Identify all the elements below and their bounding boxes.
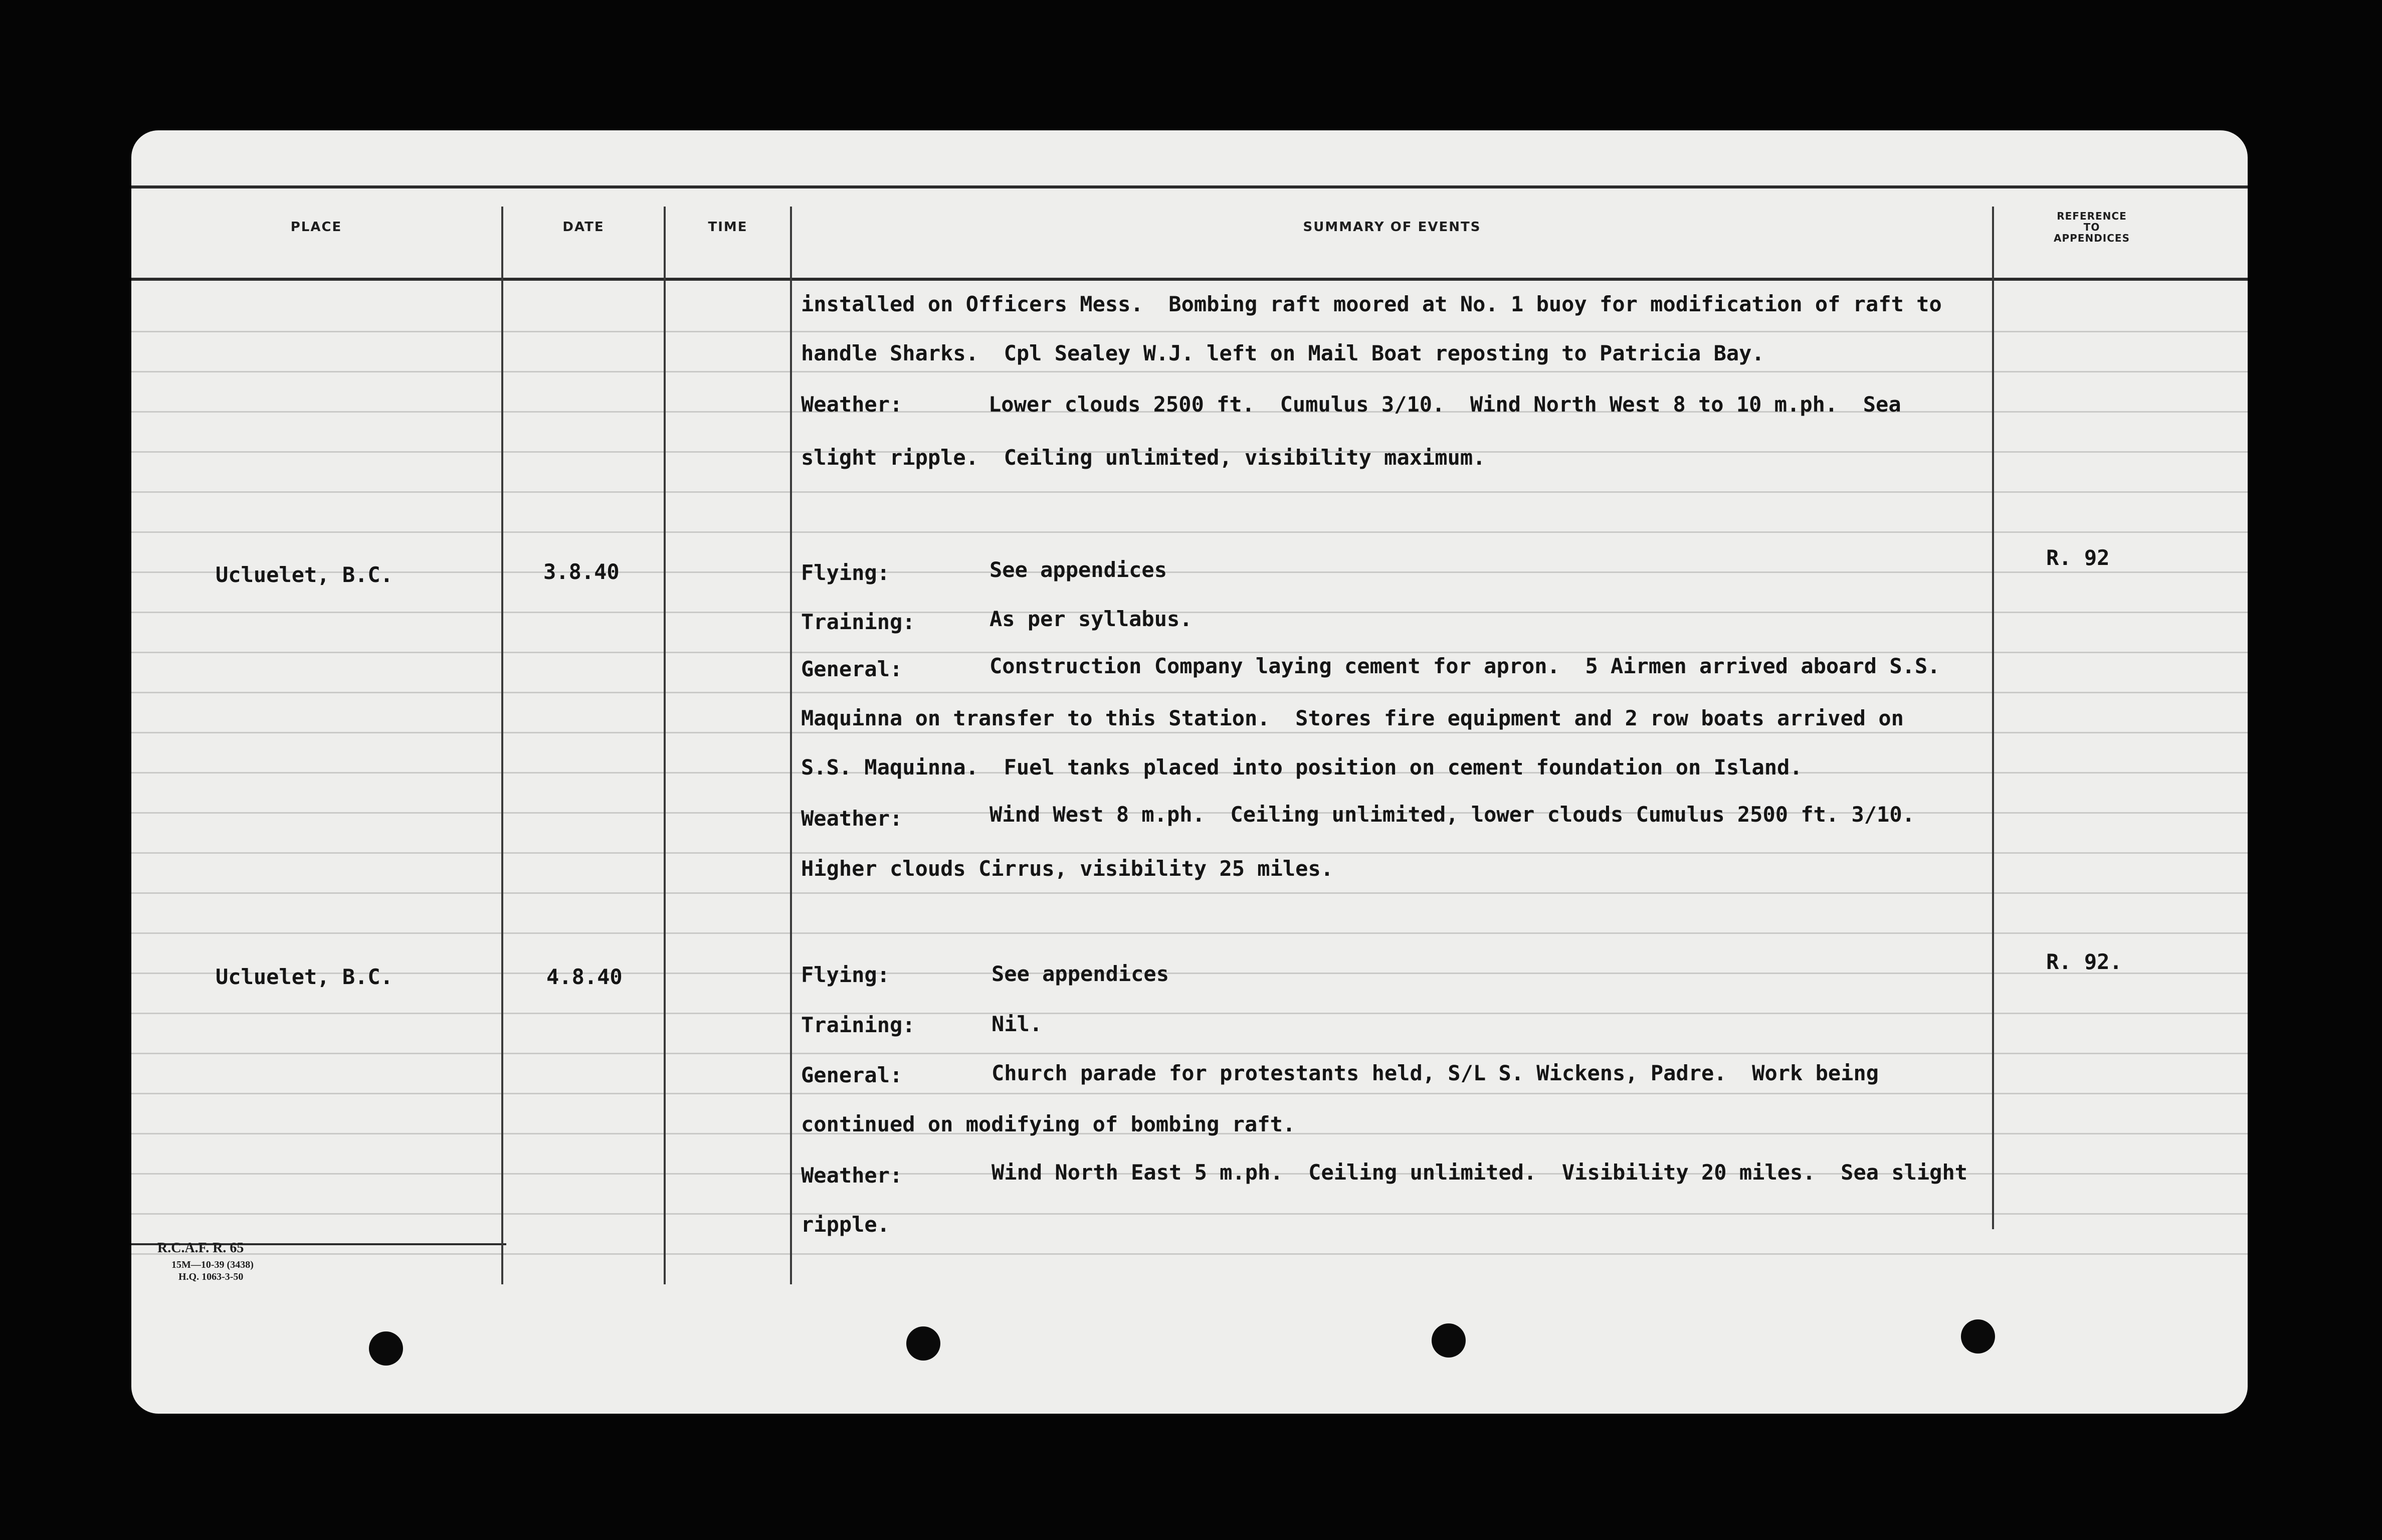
header-rule (131, 278, 2248, 281)
punch-hole (369, 1331, 403, 1366)
form-number: R.C.A.F. R. 65 (157, 1240, 244, 1256)
summary-line: handle Sharks. Cpl Sealey W.J. left on Mail Boat reposting to Patricia Bay. (801, 341, 1764, 365)
header-reference (1994, 211, 2190, 244)
ruled-line (131, 331, 2248, 332)
weather-text: Lower clouds 2500 ft. Cumulus 3/10. Wind North West 8 to 10 m.ph. Sea (988, 392, 1901, 417)
top-rule (131, 185, 2248, 188)
training-text: As per syllabus. (989, 607, 1193, 631)
ruled-line (131, 371, 2248, 372)
header-reference-line2: TO (2083, 221, 2100, 233)
column-divider-summary (1992, 207, 1994, 1229)
flying-label: Flying: (801, 963, 890, 987)
general-label: General: (801, 657, 903, 681)
punch-hole (906, 1326, 940, 1361)
summary-line: Higher clouds Cirrus, visibility 25 miles. (801, 856, 1334, 881)
ruled-line (131, 531, 2248, 533)
entry-place: Ucluelet, B.C. (216, 562, 393, 587)
header-reference-line1: REFERENCE (2057, 210, 2127, 222)
training-label: Training: (801, 610, 915, 634)
column-divider-date (664, 207, 666, 1284)
column-divider-time (790, 207, 792, 1284)
training-label: Training: (801, 1013, 915, 1037)
ruled-line (131, 732, 2248, 733)
column-divider-place (501, 207, 503, 1284)
summary-line: S.S. Maquinna. Fuel tanks placed into position on cement foundation on Island. (801, 755, 1803, 780)
punch-hole (1432, 1323, 1466, 1358)
flying-text: See appendices (989, 557, 1167, 582)
entry-place: Ucluelet, B.C. (216, 965, 393, 989)
general-label: General: (801, 1063, 903, 1087)
summary-line: ripple. (801, 1212, 890, 1237)
print-code: 15M—10-39 (3438) (171, 1259, 254, 1270)
header-place: PLACE (290, 220, 342, 235)
summary-line: continued on modifying of bombing raft. (801, 1112, 1296, 1136)
diary-card (131, 130, 2248, 1414)
weather-label: Weather: (801, 1163, 903, 1188)
summary-line: installed on Officers Mess. Bombing raft moored at No. 1 buoy for modification of raft to (801, 292, 1942, 316)
weather-label: Weather: (801, 392, 903, 417)
entry-reference: R. 92 (2046, 545, 2110, 570)
entry-date: 3.8.40 (543, 559, 620, 584)
punch-hole (1961, 1319, 1995, 1354)
entry-reference: R. 92. (2046, 949, 2122, 974)
header-time: TIME (708, 220, 748, 235)
summary-line: Maquinna on transfer to this Station. Stores fire equipment and 2 row boats arrived on (801, 706, 1904, 730)
ruled-line (131, 692, 2248, 693)
ruled-line (131, 1053, 2248, 1054)
header-summary: SUMMARY OF EVENTS (1303, 220, 1481, 235)
ruled-line (131, 491, 2248, 493)
ruled-line (131, 852, 2248, 854)
weather-text: Wind West 8 m.ph. Ceiling unlimited, lower clouds Cumulus 2500 ft. 3/10. (989, 802, 1915, 827)
entry-date: 4.8.40 (546, 965, 623, 989)
ruled-line (131, 1253, 2248, 1255)
ruled-line (131, 571, 2248, 573)
ruled-line (131, 932, 2248, 934)
header-reference-line3: APPENDICES (2054, 232, 2130, 244)
weather-label: Weather: (801, 806, 903, 831)
general-text: Construction Company laying cement for apron. 5 Airmen arrived aboard S.S. (989, 654, 1940, 678)
general-text: Church parade for protestants held, S/L S. Wickens, Padre. Work being (991, 1061, 1879, 1085)
training-text: Nil. (991, 1012, 1043, 1036)
ruled-line (131, 973, 2248, 974)
ruled-line (131, 892, 2248, 894)
ruled-line (131, 1013, 2248, 1014)
flying-text: See appendices (991, 961, 1169, 986)
header-date: DATE (562, 220, 605, 235)
weather-text: Wind North East 5 m.ph. Ceiling unlimited. Visibility 20 miles. Sea slight (991, 1160, 1968, 1185)
ruled-line (131, 652, 2248, 653)
flying-label: Flying: (801, 560, 890, 585)
ruled-line (131, 1213, 2248, 1215)
print-code: H.Q. 1063-3-50 (178, 1271, 244, 1282)
summary-line: slight ripple. Ceiling unlimited, visibility maximum. (801, 445, 1486, 470)
ruled-line (131, 1093, 2248, 1094)
